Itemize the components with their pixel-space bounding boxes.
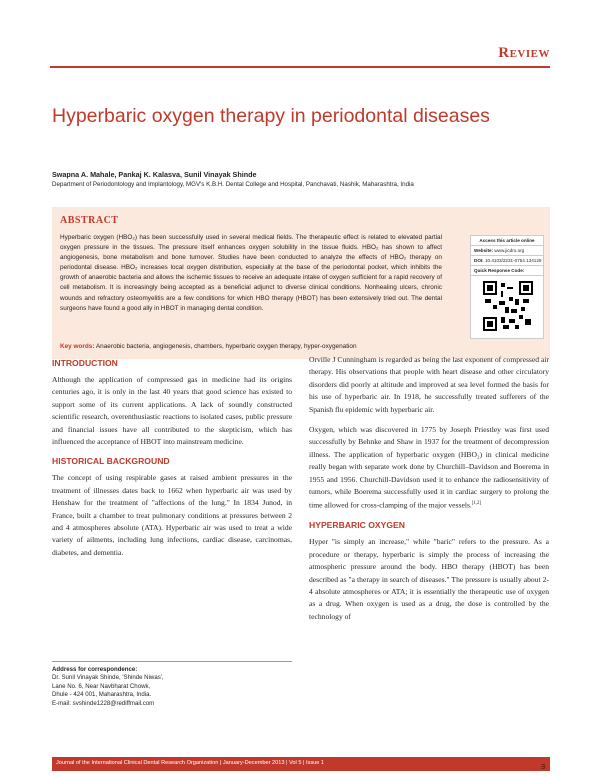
article-title: Hyperbaric oxygen therapy in periodontal diseases — [52, 105, 490, 127]
correspondence-line: Lane No. 6, Near Navbharat Chowk, — [52, 682, 151, 690]
correspondence-line: Dr. Sunil Vinayak Shinde, 'Shinde Niwas', — [52, 674, 164, 682]
footer-bar — [52, 757, 550, 771]
section-label: Review — [498, 45, 550, 61]
website-row — [471, 246, 543, 256]
right-column — [309, 354, 549, 631]
hyperbaric-oxygen-heading: HYPERBARIC OXYGEN — [309, 520, 405, 531]
abstract-heading: ABSTRACT — [60, 215, 119, 226]
access-article-box — [470, 235, 544, 339]
oxygen-history-paragraph: Oxygen, which was discovered in 1775 by Joseph Priestley was first used successfully by Behnke and Shaw in 1937 for the treatment of decompression illness. The application of hyperbaric oxygen (HBO₂) in clinical medicine really began with separate work done by Churchill–Davidson and Boerema in 1955 and 1956. Churchill-Davidson used it to enhance the radiosensitivity of tumors, while Boerema successfully used it in cardiac surgery to prolong the time allowed for cross-clamping of the major vessels.[1,2] — [309, 425, 549, 510]
correspondence-heading: Address for correspondence: — [52, 666, 138, 673]
doi-label: DOI: — [474, 258, 484, 263]
doi-row — [471, 256, 543, 266]
correspondence-box — [52, 661, 292, 708]
header-rule — [50, 66, 550, 68]
journal-citation: Journal of the International Clinical Dental Research Organization | January-December 2013 | Vol 5 | Issue 1 — [56, 760, 325, 766]
introduction-paragraph: Although the application of compressed gas in medicine had its origins centuries ago, it is only in the last 40 years that good science has existed to support some of its current applications. A lack of soundly constructed scientific research, overenthusiastic reactions to isolated cases, public pressure and financial issues have all contributed to the skepticism, which has influenced the acceptance of HBOT into mainstream medicine. — [52, 375, 292, 447]
correspondence-line: Dhule - 424 001, Maharashtra, India. — [52, 691, 152, 699]
abstract-text: Hyperbaric oxygen (HBO₂) has been successfully used in several medical fields. The therapeutic effect is related to elevated partial oxygen pressure in the tissues. The pressure itself enhances oxygen solubility in the tissue fluids. HBO₂ has shown to affect angiogenesis, bone metabolism and bone turnover. Studies have been conducted to analyze the effects of HBO₂ therapy on periodontal disease. HBO₂ increases local oxygen distribution, especially at the base of the periodontal pocket, which inhibits the growth of anaerobic bacteria and allows the ischemic tissues to receive an adequate intake of oxygen sufficient for a rapid recovery of cell metabolism. It is increasingly being accepted as a beneficial adjunct to diverse clinical conditions. Nonhealing ulcers, chronic wounds and refractory osteomyelitis are a few conditions for which HBO therapy (HBOT) has been extensively tried out. The dental surgeons have found a good ally in HBOT in managing dental condition. — [60, 234, 442, 312]
left-column — [52, 352, 292, 567]
website-label: Website: — [474, 248, 494, 253]
doi-link[interactable]: 10.4103/2231-0754.134129 — [484, 258, 542, 263]
access-heading: Access this article online — [471, 236, 543, 246]
keywords-list: Anaerobic bacteria, angiogenesis, chambers, hyperbaric oxygen therapy, hyper-oxygenation — [95, 343, 357, 350]
hyperbaric-oxygen-paragraph: Hyper "is simply an increase," while "baric" refers to the pressure. As a procedure or therapy, hyperbaric is simply the process of increasing the atmospheric pressure around the body. HBO therapy (HBOT) has been described as "a therapy in search of diseases." The pressure is usually about 2-4 absolute atmospheres or ATA; it is essentially the therapeutic use of oxygen as a drug. When oxygen is used as a drug, the dose is controlled by the technology of — [309, 537, 549, 621]
keywords — [60, 343, 357, 350]
correspondence-email[interactable]: E-mail: svshinde1228@rediffmail.com — [52, 699, 155, 707]
page-number: 3 — [541, 762, 546, 771]
historical-heading: HISTORICAL BACKGROUND — [52, 456, 170, 467]
historical-paragraph: The concept of using respirable gases at raised ambient pressures in the treatment of illnesses dates back to 1662 when hyperbaric air was used by Henshaw for the treatment of "affections of the lung." In 1834 Junod, in France, built a chamber to treat pulmonary conditions at pressures between 2 and 4 atmospheres absolute (ATA). Hyperbaric air was used to treat a wide variety of ailments, including lung infections, cardiac disease, carcinomas, diabetes, and dementia. — [52, 473, 292, 557]
abstract-box — [52, 207, 550, 359]
qr-label: Quick Response Code: — [471, 266, 543, 276]
reference-citation[interactable]: [1,2] — [471, 501, 482, 507]
website-link[interactable]: www.jicdro.org — [494, 248, 525, 253]
introduction-heading: INTRODUCTION — [52, 358, 118, 368]
qr-code-icon[interactable] — [483, 281, 533, 331]
affiliation: Department of Periodontology and Implantology, MGV's K.B.H. Dental College and Hospital, Panchavati, Nashik, Maharashtra, India — [52, 181, 414, 188]
authors: Swapna A. Mahale, Pankaj K. Kalasva, Sunil Vinayak Shinde — [52, 170, 257, 179]
cunningham-paragraph: Orville J Cunningham is regarded as being the last exponent of compressed air therapy. His observations that people with heart disease and other circulatory disorders did poorly at altitude and improved at sea level formed the basis for his use of hyperbaric air. In 1918, he successfully treated sufferers of the Spanish flu epidemic with hyperbaric air. — [309, 355, 549, 414]
keywords-label: Key words: — [60, 343, 95, 350]
